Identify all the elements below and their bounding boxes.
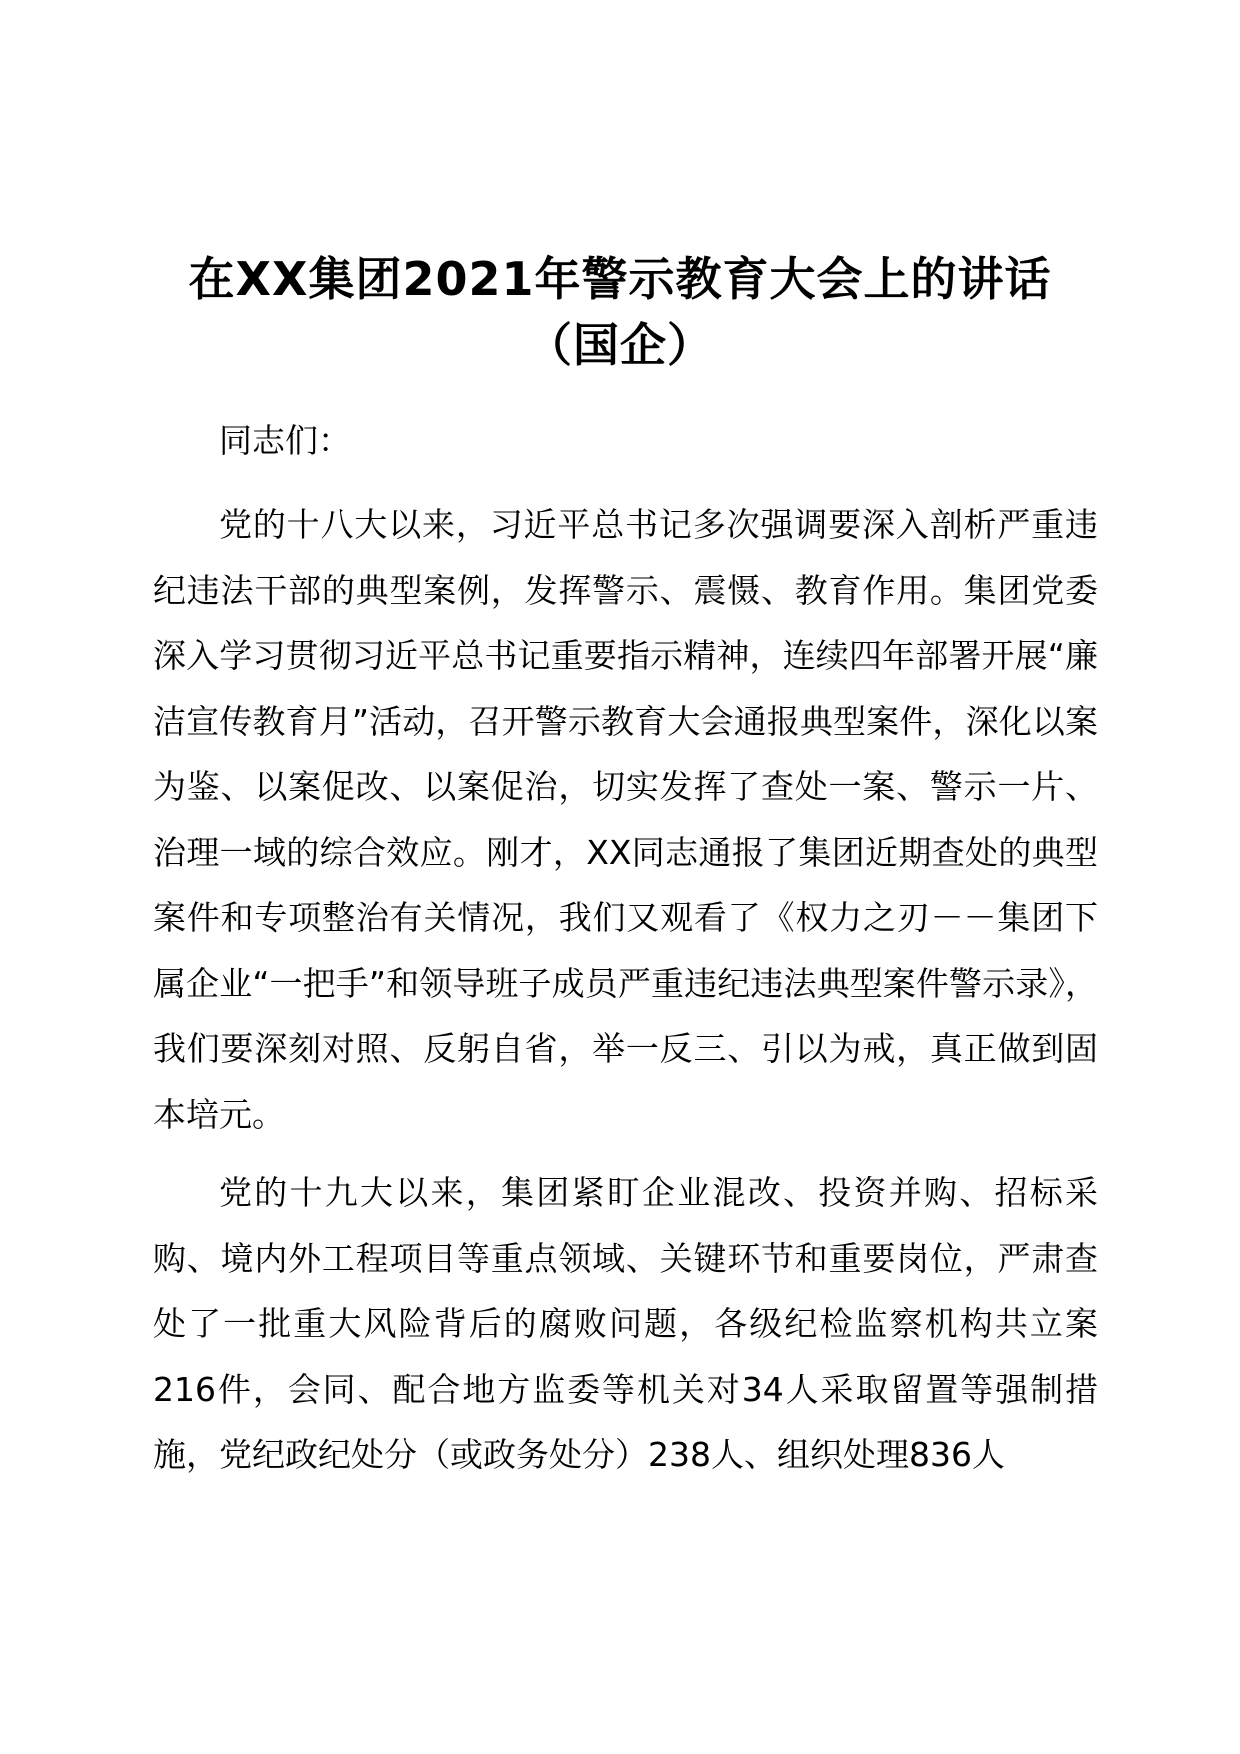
salutation: 同志们： bbox=[219, 421, 351, 460]
paragraph: 党的十八大以来，习近平总书记多次强调要深入剖析严重违纪违法干部的典型案例，发挥警示、震慑、教育作用。集团党委深入学习贯彻习近平总书记重要指示精神，连续四年部署开展“廉洁宣传教育月”活动，召开警示教育大会通报典型案件，深化以案为鉴、以案促改、以案促治，切实发挥了查处一案、警示一片、治理一域的综合效应。刚才，XX同志通报了集团近期查处的典型案件和专项整治有关情况，我们又观看了《权力之刃－－集团下属企业“一把手”和领导班子成员严重违纪违法典型案件警示录》，我们要深刻对照、反躬自省，举一反三、引以为戒，真正做到固本培元。 bbox=[153, 505, 1098, 1134]
paragraph: 党的十九大以来，集团紧盯企业混改、投资并购、招标采购、境内外工程项目等重点领域、关键环节和重要岗位，严肃查处了一批重大风险背后的腐败问题，各级纪检监察机构共立案216件，会同、配合地方监委等机关对34人采取留置等强制措施，党纪政纪处分（或政务处分）238人、组织处理836人 bbox=[153, 1173, 1098, 1474]
document-title-line2: （国企） bbox=[526, 318, 714, 372]
document-title-line1: 在XX集团2021年警示教育大会上的讲话 bbox=[188, 252, 1052, 306]
